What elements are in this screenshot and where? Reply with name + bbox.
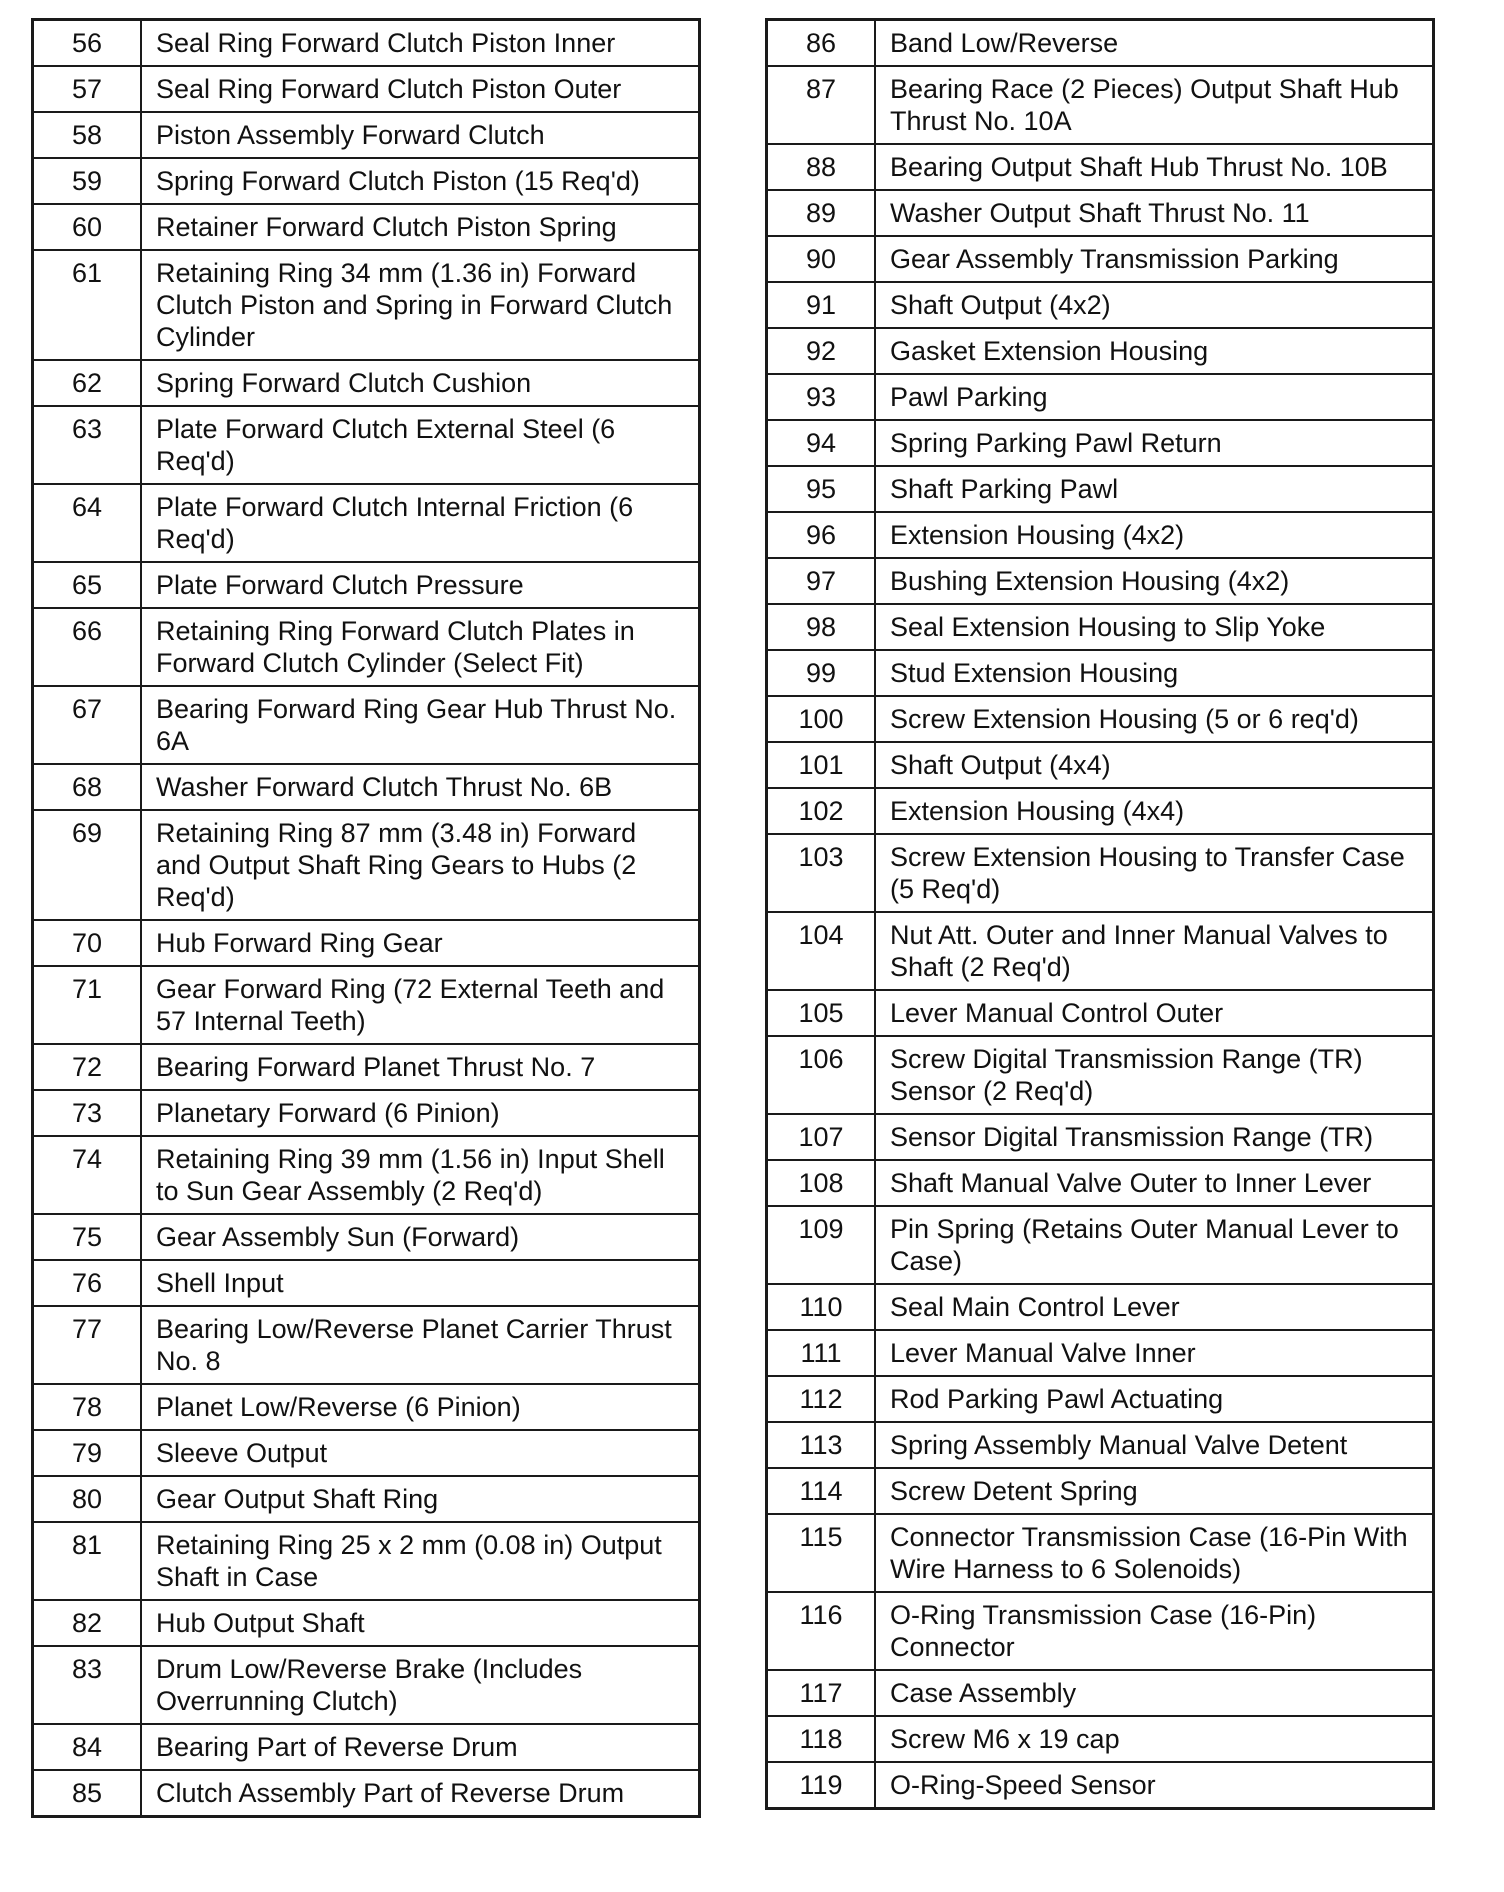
item-number: 64 xyxy=(33,484,142,562)
item-description: Washer Output Shaft Thrust No. 11 xyxy=(875,190,1434,236)
table-row xyxy=(767,512,1434,558)
table-row xyxy=(33,406,700,484)
table-row xyxy=(33,1724,700,1770)
item-description: Screw Extension Housing to Transfer Case (5 Req'd) xyxy=(875,834,1434,912)
item-description: Band Low/Reverse xyxy=(875,20,1434,67)
item-description: Rod Parking Pawl Actuating xyxy=(875,1376,1434,1422)
item-description: Drum Low/Reverse Brake (Includes Overrunning Clutch) xyxy=(141,1646,700,1724)
item-description: Sleeve Output xyxy=(141,1430,700,1476)
item-description: Case Assembly xyxy=(875,1670,1434,1716)
item-number: 58 xyxy=(33,112,142,158)
item-description: Spring Forward Clutch Cushion xyxy=(141,360,700,406)
table-row xyxy=(33,204,700,250)
table-row xyxy=(33,920,700,966)
item-number: 114 xyxy=(767,1468,876,1514)
item-number: 119 xyxy=(767,1762,876,1809)
item-description: Seal Main Control Lever xyxy=(875,1284,1434,1330)
item-number: 78 xyxy=(33,1384,142,1430)
table-row xyxy=(767,1114,1434,1160)
item-number: 77 xyxy=(33,1306,142,1384)
parts-table-left xyxy=(31,18,701,1818)
item-number: 118 xyxy=(767,1716,876,1762)
table-row xyxy=(767,742,1434,788)
table-row xyxy=(33,158,700,204)
table-row xyxy=(767,1284,1434,1330)
table-row xyxy=(33,1476,700,1522)
item-description: Gear Assembly Transmission Parking xyxy=(875,236,1434,282)
item-number: 57 xyxy=(33,66,142,112)
item-description: Bearing Forward Ring Gear Hub Thrust No. 6A xyxy=(141,686,700,764)
item-description: O-Ring-Speed Sensor xyxy=(875,1762,1434,1809)
table-row xyxy=(33,1260,700,1306)
table-row xyxy=(33,1384,700,1430)
table-row xyxy=(767,374,1434,420)
item-number: 63 xyxy=(33,406,142,484)
item-number: 72 xyxy=(33,1044,142,1090)
item-description: Pin Spring (Retains Outer Manual Lever to Case) xyxy=(875,1206,1434,1284)
item-description: Stud Extension Housing xyxy=(875,650,1434,696)
item-description: Extension Housing (4x2) xyxy=(875,512,1434,558)
item-description: Retainer Forward Clutch Piston Spring xyxy=(141,204,700,250)
item-number: 81 xyxy=(33,1522,142,1600)
item-number: 113 xyxy=(767,1422,876,1468)
table-row xyxy=(767,420,1434,466)
item-number: 59 xyxy=(33,158,142,204)
item-number: 82 xyxy=(33,1600,142,1646)
table-row xyxy=(767,696,1434,742)
item-number: 117 xyxy=(767,1670,876,1716)
item-number: 94 xyxy=(767,420,876,466)
table-row xyxy=(767,328,1434,374)
item-description: Spring Forward Clutch Piston (15 Req'd) xyxy=(141,158,700,204)
table-row xyxy=(767,558,1434,604)
item-description: Clutch Assembly Part of Reverse Drum xyxy=(141,1770,700,1817)
parts-table-right-body xyxy=(767,20,1434,1809)
table-row xyxy=(33,1136,700,1214)
item-description: Retaining Ring 25 x 2 mm (0.08 in) Output Shaft in Case xyxy=(141,1522,700,1600)
table-row xyxy=(767,1592,1434,1670)
item-description: Gasket Extension Housing xyxy=(875,328,1434,374)
item-description: Lever Manual Control Outer xyxy=(875,990,1434,1036)
item-description: Shaft Output (4x2) xyxy=(875,282,1434,328)
item-description: Sensor Digital Transmission Range (TR) xyxy=(875,1114,1434,1160)
parts-table-right xyxy=(765,18,1435,1810)
item-number: 83 xyxy=(33,1646,142,1724)
table-row xyxy=(767,650,1434,696)
item-number: 109 xyxy=(767,1206,876,1284)
item-description: Seal Ring Forward Clutch Piston Inner xyxy=(141,20,700,67)
table-row xyxy=(33,686,700,764)
item-description: Retaining Ring Forward Clutch Plates in Forward Clutch Cylinder (Select Fit) xyxy=(141,608,700,686)
item-description: Extension Housing (4x4) xyxy=(875,788,1434,834)
table-row xyxy=(33,608,700,686)
item-number: 115 xyxy=(767,1514,876,1592)
table-row xyxy=(33,66,700,112)
item-description: Washer Forward Clutch Thrust No. 6B xyxy=(141,764,700,810)
item-number: 116 xyxy=(767,1592,876,1670)
item-description: O-Ring Transmission Case (16-Pin) Connector xyxy=(875,1592,1434,1670)
item-number: 62 xyxy=(33,360,142,406)
item-description: Connector Transmission Case (16-Pin With Wire Harness to 6 Solenoids) xyxy=(875,1514,1434,1592)
item-number: 84 xyxy=(33,1724,142,1770)
item-number: 68 xyxy=(33,764,142,810)
table-row xyxy=(767,1670,1434,1716)
table-row xyxy=(767,1716,1434,1762)
item-number: 89 xyxy=(767,190,876,236)
table-row xyxy=(33,1600,700,1646)
table-row xyxy=(33,1306,700,1384)
table-row xyxy=(33,764,700,810)
item-number: 99 xyxy=(767,650,876,696)
item-number: 90 xyxy=(767,236,876,282)
item-description: Planet Low/Reverse (6 Pinion) xyxy=(141,1384,700,1430)
item-number: 107 xyxy=(767,1114,876,1160)
table-row xyxy=(33,20,700,67)
item-description: Bearing Low/Reverse Planet Carrier Thrust No. 8 xyxy=(141,1306,700,1384)
item-description: Shaft Output (4x4) xyxy=(875,742,1434,788)
item-description: Planetary Forward (6 Pinion) xyxy=(141,1090,700,1136)
item-number: 79 xyxy=(33,1430,142,1476)
item-number: 60 xyxy=(33,204,142,250)
item-number: 105 xyxy=(767,990,876,1036)
item-number: 97 xyxy=(767,558,876,604)
item-description: Bearing Race (2 Pieces) Output Shaft Hub Thrust No. 10A xyxy=(875,66,1434,144)
table-row xyxy=(33,250,700,360)
table-row xyxy=(767,1376,1434,1422)
item-description: Gear Forward Ring (72 External Teeth and 57 Internal Teeth) xyxy=(141,966,700,1044)
item-description: Piston Assembly Forward Clutch xyxy=(141,112,700,158)
table-row xyxy=(767,990,1434,1036)
table-row xyxy=(33,966,700,1044)
item-number: 67 xyxy=(33,686,142,764)
item-description: Screw Digital Transmission Range (TR) Sensor (2 Req'd) xyxy=(875,1036,1434,1114)
table-row xyxy=(33,484,700,562)
table-row xyxy=(767,1762,1434,1809)
item-number: 93 xyxy=(767,374,876,420)
item-description: Plate Forward Clutch External Steel (6 Req'd) xyxy=(141,406,700,484)
item-description: Shaft Parking Pawl xyxy=(875,466,1434,512)
table-row xyxy=(767,1160,1434,1206)
item-description: Bushing Extension Housing (4x2) xyxy=(875,558,1434,604)
item-description: Spring Assembly Manual Valve Detent xyxy=(875,1422,1434,1468)
item-number: 112 xyxy=(767,1376,876,1422)
item-description: Retaining Ring 87 mm (3.48 in) Forward and Output Shaft Ring Gears to Hubs (2 Req'd) xyxy=(141,810,700,920)
item-number: 80 xyxy=(33,1476,142,1522)
table-row xyxy=(767,66,1434,144)
item-number: 65 xyxy=(33,562,142,608)
item-description: Gear Assembly Sun (Forward) xyxy=(141,1214,700,1260)
item-number: 75 xyxy=(33,1214,142,1260)
item-description: Plate Forward Clutch Pressure xyxy=(141,562,700,608)
item-number: 111 xyxy=(767,1330,876,1376)
item-description: Hub Forward Ring Gear xyxy=(141,920,700,966)
table-row xyxy=(33,112,700,158)
item-number: 100 xyxy=(767,696,876,742)
table-row xyxy=(767,144,1434,190)
item-number: 76 xyxy=(33,1260,142,1306)
item-description: Shell Input xyxy=(141,1260,700,1306)
item-number: 104 xyxy=(767,912,876,990)
item-description: Pawl Parking xyxy=(875,374,1434,420)
table-row xyxy=(33,810,700,920)
item-number: 70 xyxy=(33,920,142,966)
table-row xyxy=(33,1430,700,1476)
item-number: 69 xyxy=(33,810,142,920)
table-row xyxy=(33,1214,700,1260)
table-row xyxy=(767,190,1434,236)
item-number: 102 xyxy=(767,788,876,834)
item-description: Retaining Ring 34 mm (1.36 in) Forward Clutch Piston and Spring in Forward Clutch Cylinder xyxy=(141,250,700,360)
table-row xyxy=(767,788,1434,834)
item-description: Hub Output Shaft xyxy=(141,1600,700,1646)
item-description: Bearing Part of Reverse Drum xyxy=(141,1724,700,1770)
item-number: 86 xyxy=(767,20,876,67)
table-row xyxy=(767,1206,1434,1284)
table-row xyxy=(767,912,1434,990)
item-description: Nut Att. Outer and Inner Manual Valves to Shaft (2 Req'd) xyxy=(875,912,1434,990)
table-row xyxy=(33,1044,700,1090)
item-description: Seal Ring Forward Clutch Piston Outer xyxy=(141,66,700,112)
item-description: Bearing Forward Planet Thrust No. 7 xyxy=(141,1044,700,1090)
item-number: 74 xyxy=(33,1136,142,1214)
table-row xyxy=(33,562,700,608)
item-description: Seal Extension Housing to Slip Yoke xyxy=(875,604,1434,650)
table-row xyxy=(767,1514,1434,1592)
item-description: Retaining Ring 39 mm (1.56 in) Input Shell to Sun Gear Assembly (2 Req'd) xyxy=(141,1136,700,1214)
item-number: 95 xyxy=(767,466,876,512)
table-row xyxy=(767,1036,1434,1114)
table-row xyxy=(33,360,700,406)
item-description: Lever Manual Valve Inner xyxy=(875,1330,1434,1376)
table-row xyxy=(33,1522,700,1600)
item-number: 87 xyxy=(767,66,876,144)
table-row xyxy=(767,1422,1434,1468)
item-number: 66 xyxy=(33,608,142,686)
item-number: 106 xyxy=(767,1036,876,1114)
item-number: 101 xyxy=(767,742,876,788)
table-row xyxy=(767,236,1434,282)
item-description: Screw M6 x 19 cap xyxy=(875,1716,1434,1762)
item-number: 103 xyxy=(767,834,876,912)
table-row xyxy=(33,1646,700,1724)
item-description: Screw Detent Spring xyxy=(875,1468,1434,1514)
parts-table-left-body xyxy=(33,20,700,1817)
item-number: 88 xyxy=(767,144,876,190)
item-description: Spring Parking Pawl Return xyxy=(875,420,1434,466)
table-row xyxy=(767,604,1434,650)
item-description: Gear Output Shaft Ring xyxy=(141,1476,700,1522)
table-row xyxy=(33,1090,700,1136)
item-description: Screw Extension Housing (5 or 6 req'd) xyxy=(875,696,1434,742)
table-row xyxy=(767,1468,1434,1514)
item-number: 56 xyxy=(33,20,142,67)
item-number: 96 xyxy=(767,512,876,558)
table-row xyxy=(767,282,1434,328)
item-number: 98 xyxy=(767,604,876,650)
item-number: 85 xyxy=(33,1770,142,1817)
table-row xyxy=(767,834,1434,912)
item-number: 91 xyxy=(767,282,876,328)
item-description: Bearing Output Shaft Hub Thrust No. 10B xyxy=(875,144,1434,190)
item-description: Shaft Manual Valve Outer to Inner Lever xyxy=(875,1160,1434,1206)
item-number: 61 xyxy=(33,250,142,360)
table-row xyxy=(767,20,1434,67)
table-row xyxy=(767,466,1434,512)
item-number: 73 xyxy=(33,1090,142,1136)
table-row xyxy=(767,1330,1434,1376)
item-number: 71 xyxy=(33,966,142,1044)
item-description: Plate Forward Clutch Internal Friction (6 Req'd) xyxy=(141,484,700,562)
item-number: 108 xyxy=(767,1160,876,1206)
item-number: 92 xyxy=(767,328,876,374)
item-number: 110 xyxy=(767,1284,876,1330)
table-row xyxy=(33,1770,700,1817)
